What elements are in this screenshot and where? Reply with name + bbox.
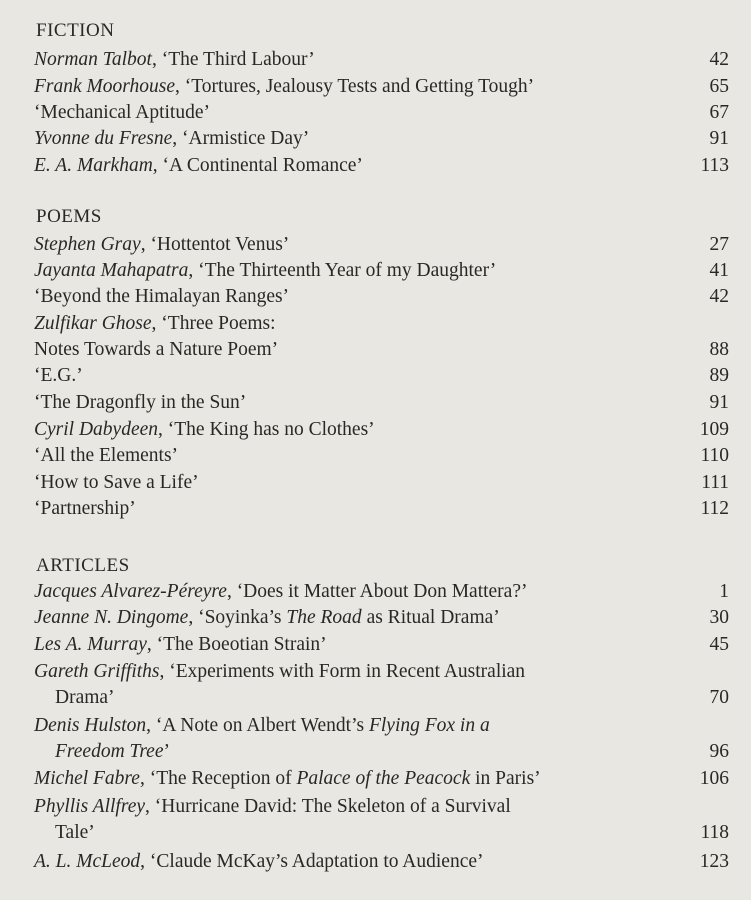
entry-title-part: ‘The Reception of: [149, 768, 297, 789]
entry-title: ‘Three Poems:: [161, 313, 276, 334]
entry-title: ‘Experiments with Form in Recent Australian: [169, 661, 526, 682]
entry-title: ‘Claude McKay’s Adaptation to Audience’: [149, 851, 484, 872]
toc-entry: [34, 154, 729, 178]
entry-page-number: 111: [701, 472, 729, 493]
entry-separator: ,: [145, 796, 155, 817]
entry-separator: ,: [146, 715, 156, 736]
entry-author: Frank Moorhouse: [34, 76, 176, 97]
entry-title: ‘Does it Matter About Don Mattera?’: [236, 581, 528, 602]
section-heading-poems: POEMS: [36, 206, 102, 227]
entry-title: Tale’: [55, 822, 95, 843]
toc-entry: [34, 338, 729, 362]
entry-author: Gareth Griffiths: [34, 661, 160, 682]
entry-title-part: ’: [163, 741, 170, 762]
entry-separator: ,: [146, 634, 157, 655]
toc-entry: [34, 285, 729, 309]
entry-page-number: 112: [700, 498, 729, 519]
entry-title: ‘How to Save a Life’: [34, 472, 199, 493]
entry-separator: ,: [188, 260, 199, 281]
entry-title: ‘A Continental Romance’: [162, 155, 363, 176]
entry-title: ‘Partnership’: [34, 498, 136, 519]
toc-entry: [34, 850, 729, 874]
entry-page-number: 65: [709, 76, 729, 97]
entry-page-number: 1: [719, 581, 729, 602]
entry-title-italic: Palace of the Peacock: [296, 768, 471, 789]
entry-author: Michel Fabre: [34, 768, 140, 789]
entry-title: ‘The Boeotian Strain’: [156, 634, 327, 655]
entry-title: ‘Mechanical Aptitude’: [34, 102, 210, 123]
entry-page-number: 91: [709, 128, 729, 149]
entry-page-number: 106: [699, 768, 729, 789]
entry-separator: ,: [159, 661, 170, 682]
entry-title: ‘All the Elements’: [34, 445, 179, 466]
toc-entry: [34, 391, 729, 415]
entry-title-part: ‘A Note on Albert Wendt’s: [155, 715, 369, 736]
entry-page-number: 113: [700, 155, 729, 176]
entry-separator: ,: [140, 234, 151, 255]
entry-separator: ,: [139, 768, 150, 789]
entry-title-part: in Paris’: [470, 768, 541, 789]
entry-page-number: 96: [709, 741, 729, 762]
entry-title-italic: Flying Fox in a: [368, 715, 490, 736]
toc-entry: [34, 497, 729, 521]
toc-entry: [34, 312, 729, 336]
toc-entry: [34, 471, 729, 495]
toc-entry: [34, 580, 729, 604]
entry-page-number: 30: [709, 607, 729, 628]
entry-title: ‘E.G.’: [34, 365, 83, 386]
entry-separator: ,: [158, 419, 168, 440]
entry-separator: ,: [172, 128, 183, 149]
entry-author: Jayanta Mahapatra: [34, 260, 189, 281]
entry-title: ‘Beyond the Himalayan Ranges’: [34, 286, 290, 307]
toc-entry-continuation: [34, 686, 729, 710]
toc-entry: [34, 444, 729, 468]
entry-separator: ,: [140, 851, 150, 872]
toc-entry: [34, 127, 729, 151]
entry-page-number: 70: [709, 687, 729, 708]
entry-author: A. L. McLeod: [34, 851, 141, 872]
entry-author: Jeanne N. Dingome: [34, 607, 189, 628]
entry-title: ‘The Third Labour’: [161, 49, 315, 70]
entry-author: Jacques Alvarez-Péreyre: [34, 581, 227, 602]
entry-title: ‘Hottentot Venus’: [150, 234, 290, 255]
entry-title-italic: The Road: [286, 607, 362, 628]
toc-entry: [34, 606, 729, 630]
entry-author: E. A. Markham: [34, 155, 153, 176]
entry-separator: ,: [175, 76, 185, 97]
toc-entry: [34, 75, 729, 99]
toc-entry: [34, 660, 729, 684]
entry-author: Phyllis Allfrey: [34, 796, 146, 817]
entry-page-number: 118: [700, 822, 729, 843]
toc-entry-continuation: [34, 740, 729, 764]
entry-page-number: 45: [709, 634, 729, 655]
entry-title: ‘Tortures, Jealousy Tests and Getting Tough’: [184, 76, 535, 97]
toc-entry: [34, 48, 729, 72]
entry-title: ‘Armistice Day’: [182, 128, 310, 149]
toc-entry-continuation: [34, 821, 729, 845]
entry-title: Notes Towards a Nature Poem’: [34, 339, 279, 360]
entry-title: ‘The Thirteenth Year of my Daughter’: [198, 260, 497, 281]
entry-title: ‘The Dragonfly in the Sun’: [34, 392, 247, 413]
entry-page-number: 67: [709, 102, 729, 123]
toc-entry: [34, 364, 729, 388]
toc-entry: [34, 714, 729, 738]
toc-entry: [34, 418, 729, 442]
entry-separator: ,: [151, 313, 162, 334]
entry-page-number: 89: [709, 365, 729, 386]
entry-author: Denis Hulston: [34, 715, 147, 736]
toc-entry: [34, 101, 729, 125]
entry-author: Yvonne du Fresne: [34, 128, 173, 149]
entry-page-number: 123: [699, 851, 729, 872]
entry-author: Stephen Gray: [34, 234, 141, 255]
entry-page-number: 88: [709, 339, 729, 360]
entry-separator: ,: [188, 607, 199, 628]
entry-author: Les A. Murray: [34, 634, 147, 655]
entry-separator: ,: [152, 155, 163, 176]
entry-page-number: 109: [699, 419, 729, 440]
entry-page-number: 42: [709, 286, 729, 307]
section-heading-articles: ARTICLES: [36, 555, 130, 576]
entry-author: Zulfikar Ghose: [34, 313, 152, 334]
entry-page-number: 27: [709, 234, 729, 255]
entry-title-part: ‘Soyinka’s: [198, 607, 287, 628]
toc-entry: [34, 259, 729, 283]
toc-entry: [34, 795, 729, 819]
entry-page-number: 41: [709, 260, 729, 281]
section-heading-fiction: FICTION: [36, 20, 115, 41]
toc-entry: [34, 767, 729, 791]
toc-entry: [34, 233, 729, 257]
entry-title: Drama’: [55, 687, 115, 708]
entry-page-number: 110: [700, 445, 729, 466]
entry-title: ‘The King has no Clothes’: [167, 419, 375, 440]
entry-separator: ,: [151, 49, 162, 70]
entry-author: Cyril Dabydeen: [34, 419, 159, 440]
toc-entry: [34, 633, 729, 657]
entry-author: Norman Talbot: [34, 49, 152, 70]
entry-page-number: 91: [709, 392, 729, 413]
entry-title-italic: Freedom Tree: [55, 741, 164, 762]
entry-title: ‘Hurricane David: The Skeleton of a Survival: [154, 796, 511, 817]
entry-title-part: as Ritual Drama’: [361, 607, 500, 628]
entry-page-number: 42: [709, 49, 729, 70]
entry-separator: ,: [226, 581, 237, 602]
